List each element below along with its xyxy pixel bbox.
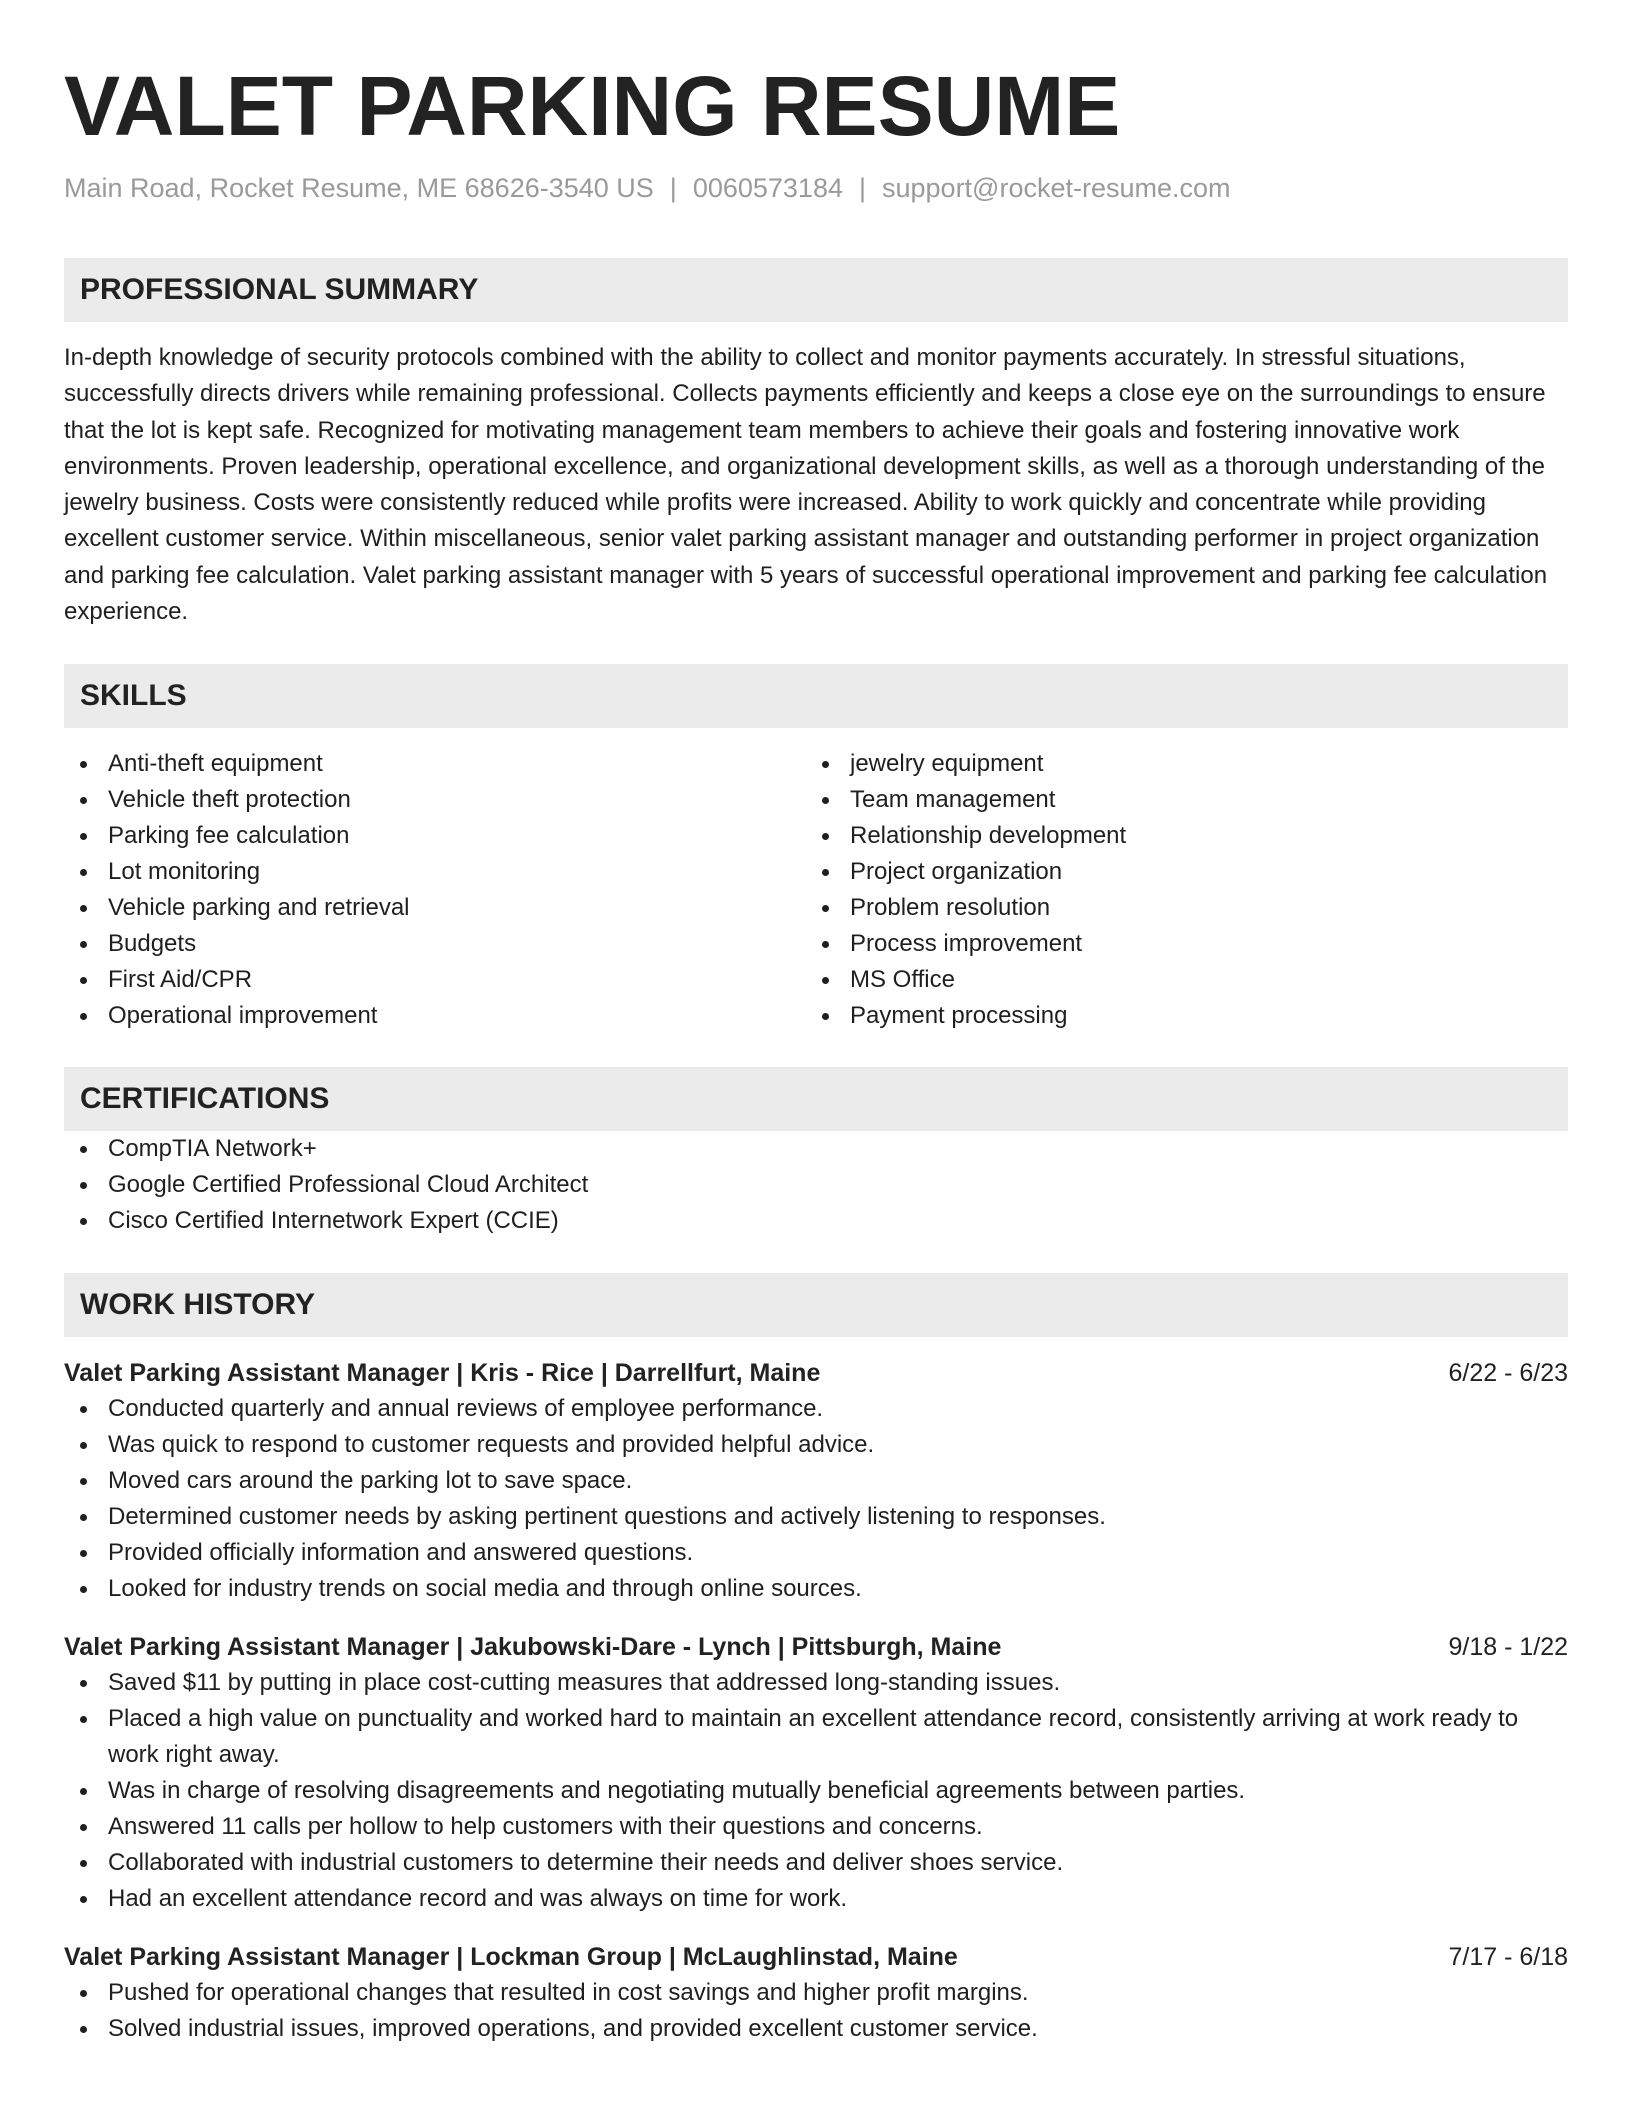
skill-item: Project organization — [806, 854, 1548, 890]
skill-item: Team management — [806, 782, 1548, 818]
job-header — [64, 1355, 1568, 1391]
skill-item: jewelry equipment — [806, 746, 1548, 782]
job-bullet: Provided officially information and answered questions. — [64, 1535, 1568, 1571]
skill-item: Payment processing — [806, 998, 1548, 1034]
job-dates: 6/22 - 6/23 — [1448, 1359, 1568, 1388]
job-dates: 9/18 - 1/22 — [1448, 1633, 1568, 1662]
contact-separator: | — [858, 173, 866, 203]
skill-item: Relationship development — [806, 818, 1548, 854]
certification-item: Google Certified Professional Cloud Architect — [64, 1167, 1568, 1203]
contact-email: support@rocket-resume.com — [882, 173, 1231, 203]
skill-item: Vehicle parking and retrieval — [64, 890, 806, 926]
job-bullet-list — [64, 1665, 1568, 1917]
skill-item: Parking fee calculation — [64, 818, 806, 854]
section-heading-skills: SKILLS — [64, 664, 1568, 728]
job-bullet: Collaborated with industrial customers to determine their needs and deliver shoes service. — [64, 1845, 1568, 1881]
certification-item: CompTIA Network+ — [64, 1131, 1568, 1167]
skill-item: First Aid/CPR — [64, 962, 806, 998]
job-bullet-list — [64, 1975, 1568, 2047]
section-heading-summary: PROFESSIONAL SUMMARY — [64, 258, 1568, 322]
section-heading-work-history: WORK HISTORY — [64, 1273, 1568, 1337]
certification-item: Cisco Certified Internetwork Expert (CCIE) — [64, 1203, 1568, 1239]
job-bullet: Pushed for operational changes that resulted in cost savings and higher profit margins. — [64, 1975, 1568, 2011]
skill-item: Operational improvement — [64, 998, 806, 1034]
job-bullet: Conducted quarterly and annual reviews of employee performance. — [64, 1391, 1568, 1427]
skills-list-left — [64, 746, 806, 1034]
skill-item: Problem resolution — [806, 890, 1548, 926]
job-bullet: Had an excellent attendance record and was always on time for work. — [64, 1881, 1568, 1917]
job-bullet: Solved industrial issues, improved operations, and provided excellent customer service. — [64, 2011, 1568, 2047]
skills-list-right — [806, 746, 1548, 1034]
summary-text: In-depth knowledge of security protocols combined with the ability to collect and monitor payments accurately. In stressful situations, successfully directs drivers while remaining professional. Collects payments efficiently and keeps a close eye on the surroundings to ensure that the lot is kept safe. Recognized for motivating management team members to achieve their goals and fostering innovative work environments. Proven leadership, operational excellence, and organizational development skills, as well as a thorough understanding of the jewelry business. Costs were consistently reduced while profits were increased. Ability to work quickly and concentrate while providing excellent customer service. Within miscellaneous, senior valet parking assistant manager and outstanding performer in project organization and parking fee calculation. Valet parking assistant manager with 5 years of successful operational improvement and parking fee calculation experience. — [64, 344, 1548, 626]
skill-item: Budgets — [64, 926, 806, 962]
job-bullet: Placed a high value on punctuality and worked hard to maintain an excellent attendance record, consistently arriving at work ready to work right away. — [64, 1701, 1568, 1773]
section-heading-certifications: CERTIFICATIONS — [64, 1067, 1568, 1131]
skill-item: Anti-theft equipment — [64, 746, 806, 782]
job-bullet: Looked for industry trends on social media and through online sources. — [64, 1571, 1568, 1607]
job-bullet: Moved cars around the parking lot to save space. — [64, 1463, 1568, 1499]
job-title: Valet Parking Assistant Manager | Jakubowski-Dare - Lynch | Pittsburgh, Maine — [64, 1633, 1002, 1662]
contact-address: Main Road, Rocket Resume, ME 68626-3540 US — [64, 173, 654, 203]
job-title: Valet Parking Assistant Manager | Kris - Rice | Darrellfurt, Maine — [64, 1359, 821, 1388]
job-header — [64, 1939, 1568, 1975]
skill-item: MS Office — [806, 962, 1548, 998]
job-title: Valet Parking Assistant Manager | Lockman Group | McLaughlinstad, Maine — [64, 1943, 958, 1972]
resume-title: VALET PARKING RESUME — [64, 59, 1121, 153]
certifications-list — [64, 1131, 1568, 1239]
contact-phone: 0060573184 — [692, 173, 843, 203]
job-bullet-list — [64, 1391, 1568, 1607]
job-header — [64, 1629, 1568, 1665]
job-bullet: Determined customer needs by asking pertinent questions and actively listening to responses. — [64, 1499, 1568, 1535]
job-dates: 7/17 - 6/18 — [1448, 1943, 1568, 1972]
contact-line — [64, 170, 1568, 206]
job-bullet: Answered 11 calls per hollow to help customers with their questions and concerns. — [64, 1809, 1568, 1845]
skills-grid — [64, 746, 1568, 1034]
contact-separator: | — [669, 173, 677, 203]
skill-item: Lot monitoring — [64, 854, 806, 890]
skill-item: Vehicle theft protection — [64, 782, 806, 818]
job-bullet: Saved $11 by putting in place cost-cutting measures that addressed long-standing issues. — [64, 1665, 1568, 1701]
job-bullet: Was quick to respond to customer requests and provided helpful advice. — [64, 1427, 1568, 1463]
skill-item: Process improvement — [806, 926, 1548, 962]
job-bullet: Was in charge of resolving disagreements and negotiating mutually beneficial agreements between parties. — [64, 1773, 1568, 1809]
